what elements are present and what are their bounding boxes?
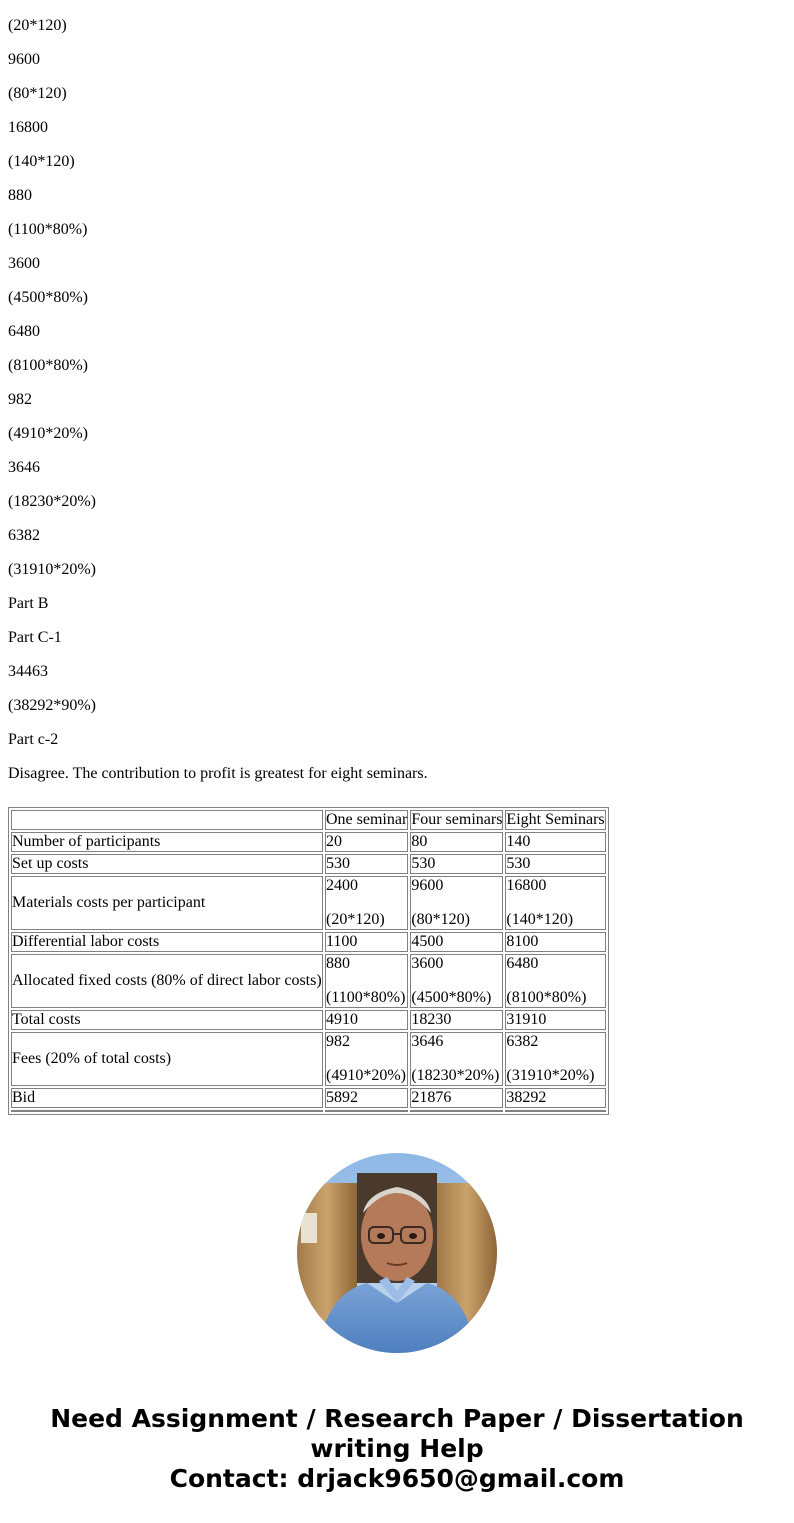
line-3: (80*120) (8, 85, 67, 102)
cell-value: 6382 (506, 1033, 539, 1050)
table-row (11, 1010, 606, 1030)
table-cell: 1100 (325, 932, 408, 952)
table-cell (325, 876, 408, 930)
line-12: 982 (8, 391, 32, 408)
table-row (11, 954, 606, 1008)
part-c1-heading: Part C-1 (8, 629, 62, 646)
table-cell: 31910 (505, 1010, 605, 1030)
table-row (11, 932, 606, 952)
promo-banner (0, 1404, 794, 1494)
line-13: (4910*20%) (8, 425, 88, 442)
line-15: (18230*20%) (8, 493, 96, 510)
promo-line: Need Assignment / Research Paper / Dissertation (50, 1404, 744, 1433)
line-8: 3600 (8, 255, 40, 272)
contact-email: Contact: drjack9650@gmail.com (169, 1464, 625, 1493)
line-5: (140*120) (8, 153, 75, 170)
cell-value: 16800 (506, 877, 547, 894)
table-cell (410, 876, 503, 930)
line-6: 880 (8, 187, 32, 204)
cell-formula: (80*120) (411, 911, 470, 928)
table-cell: 21876 (410, 1088, 503, 1108)
cell-value: 3600 (411, 955, 444, 972)
avatar (297, 1153, 497, 1353)
table-cell (410, 954, 503, 1008)
line-9: (4500*80%) (8, 289, 88, 306)
line-4: 16800 (8, 119, 48, 136)
row-label: Total costs (11, 1010, 323, 1030)
table-cell: 5892 (325, 1088, 408, 1108)
row-label: Bid (11, 1088, 323, 1108)
table-cell: 4910 (325, 1010, 408, 1030)
cell-value: 6480 (506, 955, 539, 972)
row-label: Set up costs (11, 854, 323, 874)
cell-formula: (4500*80%) (411, 989, 492, 1006)
cell-formula: (31910*20%) (506, 1067, 595, 1084)
line-1: (20*120) (8, 17, 67, 34)
line-16: 6382 (8, 527, 40, 544)
cell-formula: (1100*80%) (326, 989, 406, 1006)
table-cell (505, 954, 605, 1008)
table-cell: 4500 (410, 932, 503, 952)
table-cell: 530 (505, 854, 605, 874)
row-label: Differential labor costs (11, 932, 323, 952)
cell-formula: (4910*20%) (326, 1067, 406, 1084)
line-0 (8, 0, 794, 10)
table-empty-row (11, 1110, 606, 1112)
table-cell (410, 1032, 503, 1086)
table-row (11, 832, 606, 852)
row-label: Fees (20% of total costs) (11, 1032, 323, 1086)
line-20: 34463 (8, 663, 48, 680)
row-label: Allocated fixed costs (80% of direct labor costs) (11, 954, 323, 1008)
cell-formula: (8100*80%) (506, 989, 587, 1006)
cell-value: 3646 (411, 1033, 444, 1050)
part-b-heading: Part B (8, 595, 49, 612)
line-17: (31910*20%) (8, 561, 96, 578)
row-label: Materials costs per participant (11, 876, 323, 930)
table-row (11, 854, 606, 874)
table-cell: 530 (410, 854, 503, 874)
cell-formula: (140*120) (506, 911, 574, 928)
line-7: (1100*80%) (8, 221, 88, 238)
cell-formula: (18230*20%) (411, 1067, 500, 1084)
table-row (11, 1032, 606, 1086)
author-photo (297, 1153, 497, 1353)
empty-cell (505, 1110, 605, 1112)
table-row (11, 876, 606, 930)
answer-lines (8, 0, 794, 792)
cell-value: 982 (326, 1033, 350, 1050)
table-cell: 530 (325, 854, 408, 874)
empty-cell (11, 1110, 323, 1112)
table-cell: 38292 (505, 1088, 605, 1108)
table-cell: 80 (410, 832, 503, 852)
part-c2-heading: Part c-2 (8, 731, 59, 748)
line-2: 9600 (8, 51, 40, 68)
cell-value: 2400 (326, 877, 358, 894)
line-14: 3646 (8, 459, 40, 476)
table-cell (325, 1032, 408, 1086)
table-cell: 20 (325, 832, 408, 852)
line-11: (8100*80%) (8, 357, 88, 374)
table-cell: 18230 (410, 1010, 503, 1030)
table-header-cell: Eight Seminars (506, 811, 605, 828)
line-10: 6480 (8, 323, 40, 340)
conclusion-text: Disagree. The contribution to profit is greatest for eight seminars. (8, 765, 428, 782)
table-row (11, 1088, 606, 1108)
table-header-cell: Four seminars (411, 811, 503, 828)
table-cell: 8100 (505, 932, 605, 952)
cost-table (8, 807, 609, 1115)
table-header-cell (11, 810, 323, 830)
empty-cell (325, 1110, 408, 1112)
row-label: Number of participants (11, 832, 323, 852)
table-cell (325, 954, 408, 1008)
table-cell (505, 876, 605, 930)
promo-line: writing Help (310, 1434, 484, 1463)
table-header-cell: One seminar (326, 811, 408, 828)
cell-formula: (20*120) (326, 911, 385, 928)
table-cell: 140 (505, 832, 605, 852)
empty-cell (410, 1110, 503, 1112)
cell-value: 9600 (411, 877, 444, 894)
table-header-row (11, 810, 606, 830)
table-cell (505, 1032, 605, 1086)
cell-value: 880 (326, 955, 350, 972)
line-21: (38292*90%) (8, 697, 96, 714)
